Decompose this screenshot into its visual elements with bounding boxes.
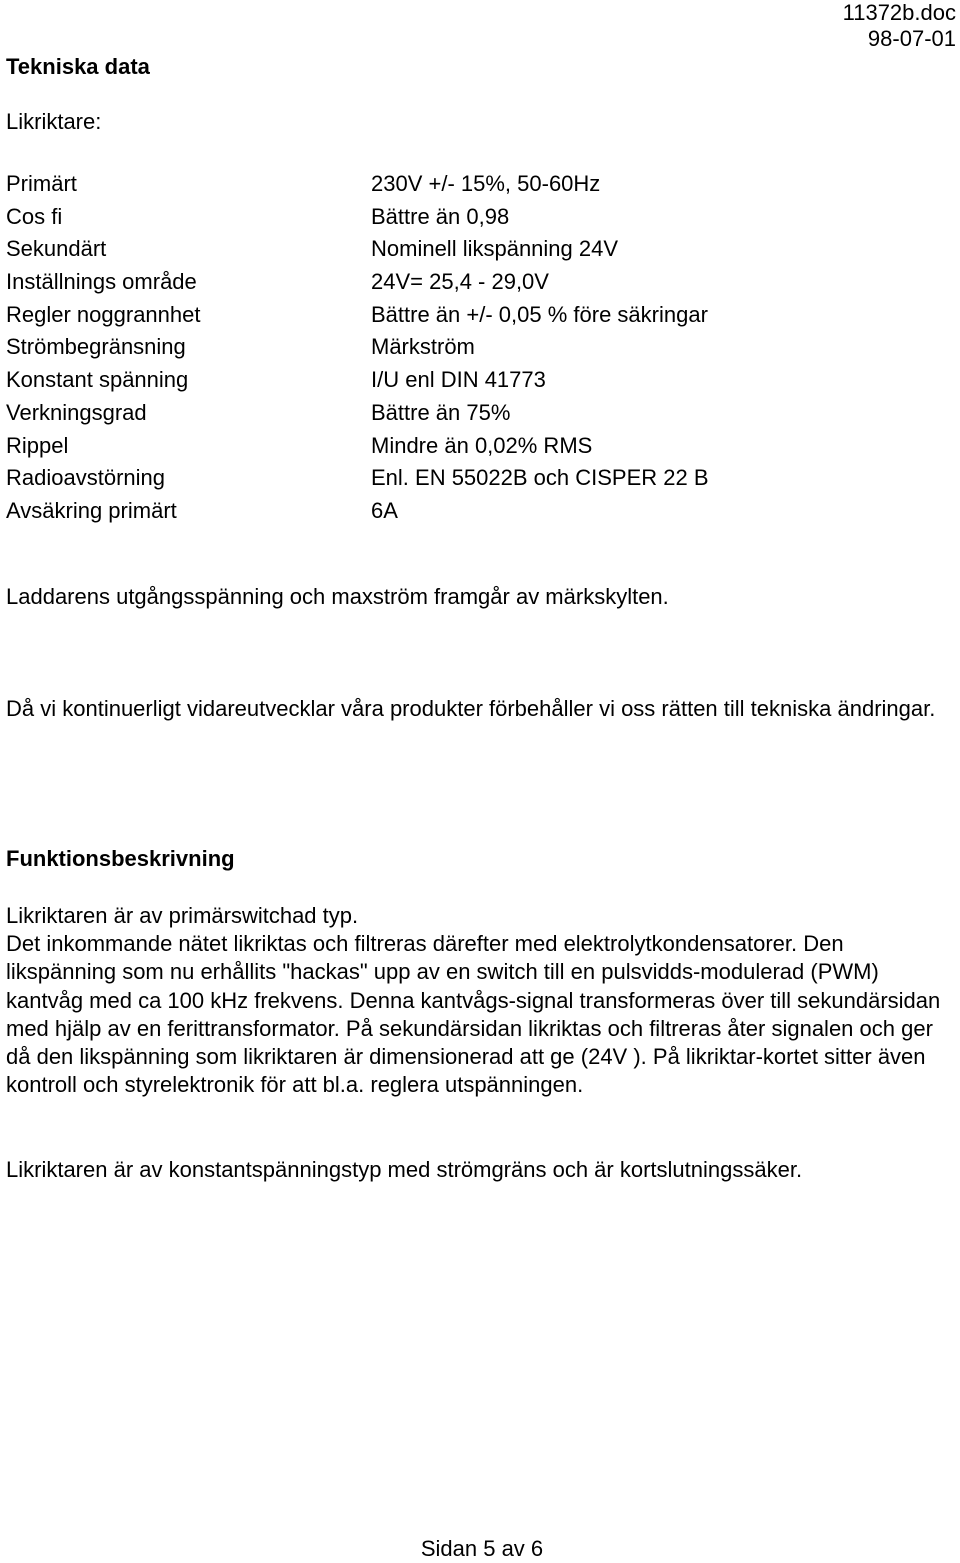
spec-value: I/U enl DIN 41773 — [371, 367, 546, 393]
function-intro: Likriktaren är av primärswitchad typ. — [6, 903, 359, 928]
spec-row — [6, 397, 946, 430]
function-summary: Likriktaren är av konstantspänningstyp med strömgräns och är kortslutningssäker. — [6, 1157, 803, 1182]
spec-label: Radioavstörning — [6, 465, 165, 491]
function-body-paragraph: Det inkommande nätet likriktas och filtreras därefter med elektrolytkondensatorer. Den likspänning som nu erhållits "hackas" upp av en switch till en pulsvidds-modulerad (PWM) kantvåg med ca 100 kHz frekvens. Denna kantvågs-signal transformeras över till sekundärsidan med hjälp av en ferittransformator. På sekundärsidan likriktas och filtreras åter signalen och ger då den likspänning som likriktaren är dimensionerad att ge (24V ). På likriktar-kortet sitter även kontroll och styrelektronik för att bl.a. reglera utspänningen. — [6, 931, 941, 1098]
spec-label: Avsäkring primärt — [6, 497, 177, 523]
spec-row — [6, 299, 946, 332]
spec-table — [6, 168, 946, 528]
spec-label: Cos fi — [6, 203, 63, 229]
section-heading-function: Funktionsbeskrivning — [6, 846, 235, 871]
spec-label: Verkningsgrad — [6, 399, 147, 425]
spec-value: 24V= 25,4 - 29,0V — [371, 269, 549, 295]
spec-label: Primärt — [6, 171, 77, 196]
spec-value: 6A — [371, 497, 398, 523]
page-number-footer: Sidan 5 av 6 — [420, 1536, 544, 1561]
spec-value: Mindre än 0,02% RMS — [371, 432, 593, 458]
spec-value: Märkström — [371, 334, 475, 360]
spec-label: Regler noggrannhet — [6, 301, 201, 327]
spec-row — [6, 266, 946, 299]
page-title: Tekniska data — [6, 54, 150, 79]
spec-label: Inställnings område — [6, 269, 197, 295]
spec-value: Enl. EN 55022B och CISPER 22 B — [371, 465, 709, 491]
spec-value: 230V +/- 15%, 50-60Hz — [371, 171, 601, 196]
spec-row — [6, 430, 946, 463]
spec-row — [6, 331, 946, 364]
spec-value: Bättre än 0,98 — [371, 203, 510, 229]
document-header-meta — [843, 0, 956, 52]
spec-label: Sekundärt — [6, 236, 107, 262]
section-subtitle: Likriktare: — [6, 109, 102, 134]
spec-row — [6, 168, 946, 201]
spec-row — [6, 495, 946, 528]
spec-row — [6, 201, 946, 234]
disclaimer-paragraph: Då vi kontinuerligt vidareutvecklar våra produkter förbehåller vi oss rätten till tekniska ändringar. — [6, 696, 936, 721]
spec-value: Bättre än +/- 0,05 % före säkringar — [371, 301, 708, 327]
spec-value: Nominell likspänning 24V — [371, 236, 619, 262]
spec-value: Bättre än 75% — [371, 399, 511, 425]
document-filename: 11372b.doc — [842, 0, 956, 25]
output-note: Laddarens utgångsspänning och maxström framgår av märkskylten. — [6, 584, 669, 609]
spec-label: Strömbegränsning — [6, 334, 186, 360]
document-date: 98-07-01 — [867, 26, 956, 51]
spec-label: Rippel — [6, 432, 69, 458]
spec-row — [6, 462, 946, 495]
spec-row — [6, 364, 946, 397]
spec-label: Konstant spänning — [6, 367, 189, 393]
spec-row — [6, 233, 946, 266]
